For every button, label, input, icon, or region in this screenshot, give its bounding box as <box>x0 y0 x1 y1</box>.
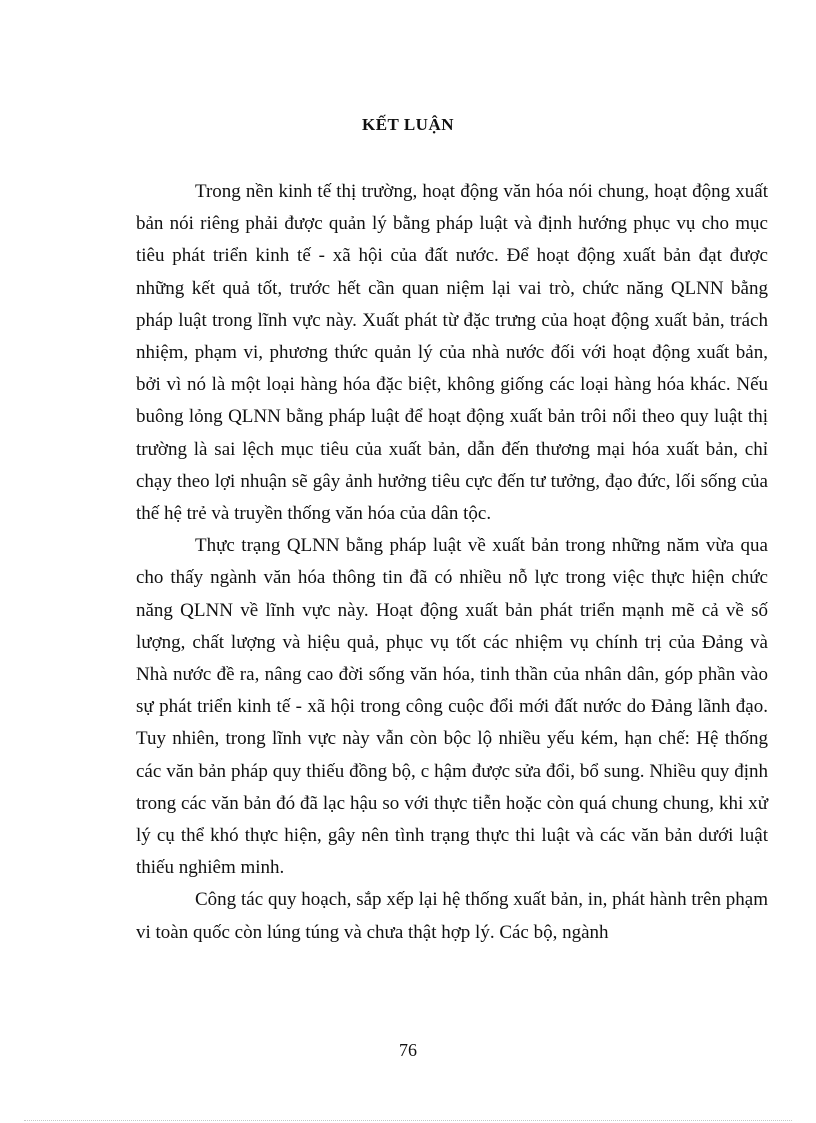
paragraph-3: Công tác quy hoạch, sắp xếp lại hệ thống xuất bản, in, phát hành trên phạm vi toàn quốc còn lúng túng và chưa thật hợp lý. Các bộ, ngành <box>136 889 768 943</box>
page-title: KẾT LUẬN <box>361 115 454 134</box>
paragraph-1: Trong nền kinh tế thị trường, hoạt động văn hóa nói chung, hoạt động xuất bản nói riêng phải được quản lý bằng pháp luật và định hướng phục vụ cho mục tiêu phát triển kinh tế - xã hội của đất nước. Để hoạt động xuất bản đạt được những kết quả tốt, trước hết cần quan niệm lại vai trò, chức năng QLNN bằng pháp luật trong lĩnh vực này. Xuất phát từ đặc trưng của hoạt động xuất bản, trách nhiệm, phạm vi, phương thức quản lý của nhà nước đối với hoạt động xuất bản, bởi vì nó là một loại hàng hóa đặc biệt, không giống các loại hàng hóa khác. Nếu buông lỏng QLNN bằng pháp luật để hoạt động xuất bản trôi nổi theo quy luật thị trường là sai lệch mục tiêu của xuất bản, dẫn đến thương mại hóa xuất bản, chỉ chạy theo lợi nhuận sẽ gây ảnh hưởng tiêu cực đến tư tưởng, đạo đức, lối sống của thế hệ trẻ và truyền thống văn hóa của dân tộc. <box>136 181 768 525</box>
paragraph-2: Thực trạng QLNN bằng pháp luật về xuất bản trong những năm vừa qua cho thấy ngành văn hóa thông tin đã có nhiều nỗ lực trong việc thực hiện chức năng QLNN về lĩnh vực này. Hoạt động xuất bản phát triển mạnh mẽ cả về số lượng, chất lượng và hiệu quả, phục vụ tốt các nhiệm vụ chính trị của Đảng và Nhà nước đề ra, nâng cao đời sống văn hóa, tinh thần của nhân dân, góp phần vào sự phát triển kinh tế - xã hội trong công cuộc đổi mới đất nước do Đảng lãnh đạo. Tuy nhiên, trong lĩnh vực này vẫn còn bộc lộ nhiều yếu kém, hạn chế: Hệ thống các văn bản pháp quy thiếu đồng bộ, c hậm được sửa đổi, bổ sung. Nhiều quy định trong các văn bản đó đã lạc hậu so với thực tiễn hoặc còn quá chung chung, khi xử lý cụ thể khó thực hiện, gây nên tình trạng thực thi luật và các văn bản dưới luật thiếu nghiêm minh. <box>136 535 768 879</box>
page-bottom-divider <box>24 1120 792 1121</box>
page-number: 76 <box>399 1040 417 1060</box>
document-body <box>136 176 768 949</box>
